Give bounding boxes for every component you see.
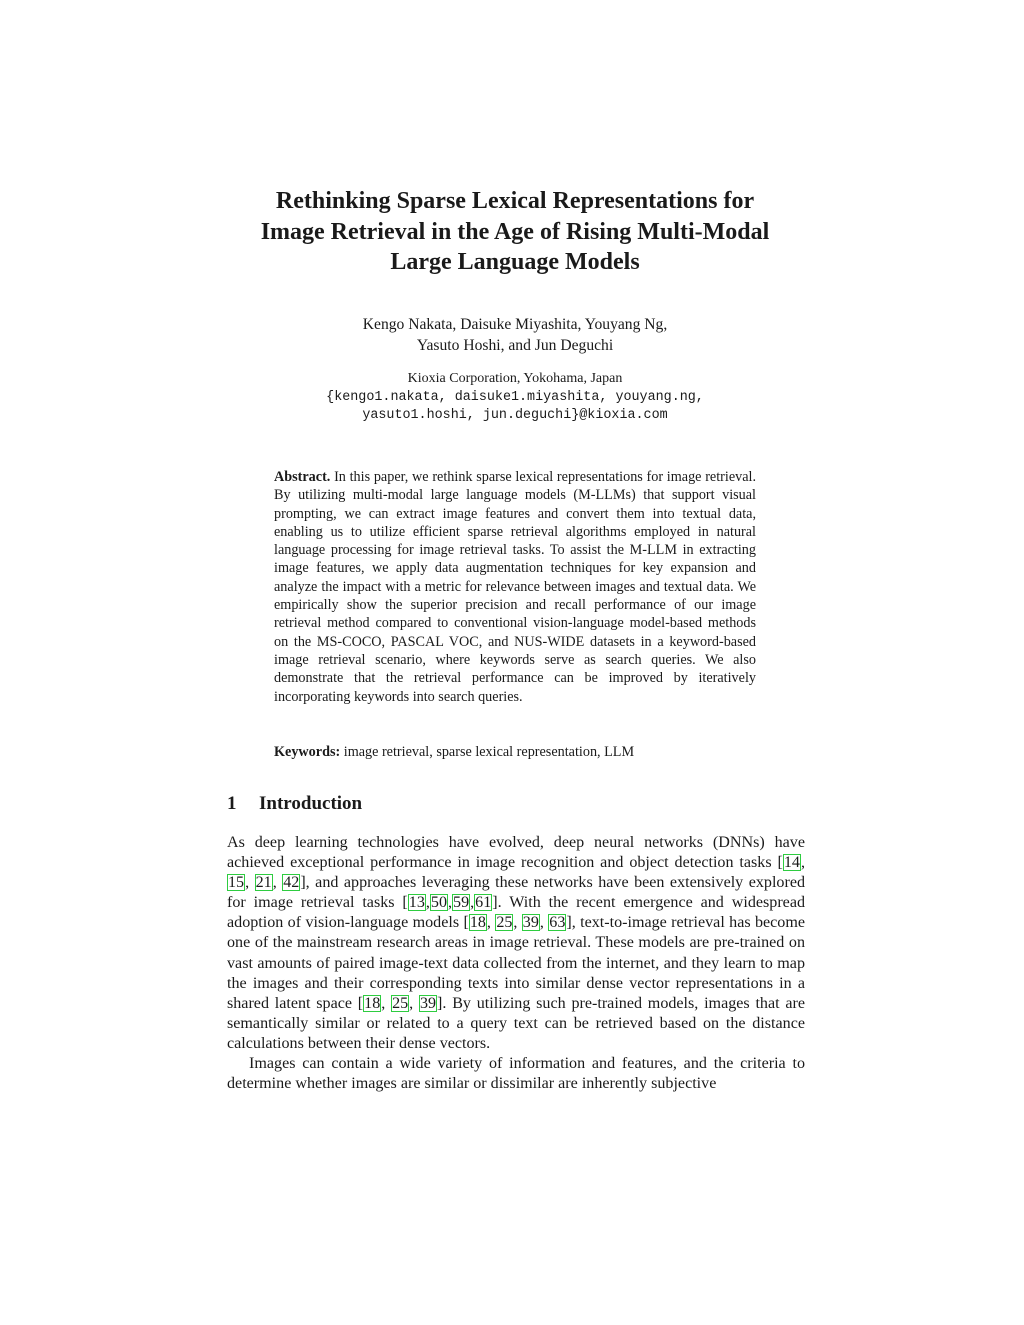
citation-link[interactable]: 13 bbox=[408, 894, 425, 912]
citation-link[interactable]: 15 bbox=[228, 874, 245, 892]
citation-link[interactable]: 59 bbox=[453, 894, 470, 912]
citation-link[interactable]: 21 bbox=[255, 874, 272, 892]
title-line: Large Language Models bbox=[390, 249, 640, 275]
citation-link[interactable]: 18 bbox=[364, 994, 381, 1012]
citation-link[interactable]: 42 bbox=[283, 874, 300, 892]
text-run: ], and approaches leveraging these networks have been extensively explored for image retrieval tasks [ bbox=[227, 874, 806, 912]
author-list bbox=[260, 314, 770, 356]
section-heading bbox=[227, 792, 362, 816]
citation-link[interactable]: 25 bbox=[496, 914, 513, 932]
keywords bbox=[274, 743, 756, 761]
citation-link[interactable]: 63 bbox=[549, 914, 566, 932]
text-run: ], text-to-image retrieval has become one of the mainstream research areas in image retrieval. These models are pre-trained on vast amounts of paired image-text data collected from the internet, and they learn to map the images and their corresponding texts into similar dense vector representations in a shared latent space [ bbox=[227, 914, 806, 1012]
text-run: ]. By utilizing such pre-trained models, images that are semantically similar or related to a query text can be retrieved based on the distance calculations between their dense vectors. bbox=[227, 994, 805, 1052]
author-line: Kengo Nakata, Daisuke Miyashita, Youyang Ng, bbox=[362, 316, 668, 333]
title-line: Image Retrieval in the Age of Rising Multi-Modal bbox=[260, 218, 770, 245]
citation-link[interactable]: 50 bbox=[430, 894, 447, 912]
introduction-body bbox=[227, 833, 805, 1094]
paper-title bbox=[200, 186, 830, 278]
author-emails: {kengo1.nakata, daisuke1.miyashita, youyang.ng, bbox=[326, 389, 704, 405]
paragraph: As deep learning technologies have evolved, deep neural networks (DNNs) have achieved exceptional performance in image recognition and object detection tasks [14, 15, 21, 42], and approaches leveraging these networks have been extensively explored for image retrieval tasks [13,50,59,61]. With the recent emergence and widespread adoption of vision-language models [18, 25, 39, 63], text-to-image retrieval has become one of the mainstream research areas in image retrieval. These models are pre-trained on vast amounts of paired image-text data collected from the internet, and they learn to map the images and their corresponding texts into similar dense vector representations in a shared latent space [18, 25, 39]. By utilizing such pre-trained models, images that are semantically similar or related to a query text can be retrieved based on the distance calculations between their dense vectors. bbox=[227, 834, 806, 1052]
citation-link[interactable]: 18 bbox=[469, 914, 486, 932]
keywords-label: Keywords: bbox=[274, 744, 341, 760]
citation-link[interactable]: 61 bbox=[475, 894, 492, 912]
section-number: 1 bbox=[227, 793, 237, 814]
citation-link[interactable]: 39 bbox=[522, 914, 539, 932]
text-run: ]. With the recent emergence and widespread adoption of vision-language models [ bbox=[227, 894, 806, 932]
citation-link[interactable]: 39 bbox=[419, 994, 437, 1012]
title-line: Rethinking Sparse Lexical Representations for bbox=[275, 188, 755, 214]
keywords-text: image retrieval, sparse lexical representation, LLM bbox=[343, 744, 635, 760]
author-line: Yasuto Hoshi, and Jun Deguchi bbox=[416, 337, 614, 354]
abstract bbox=[274, 468, 756, 706]
affiliation-org: Kioxia Corporation, Yokohama, Japan bbox=[407, 371, 623, 386]
citation-link[interactable]: 25 bbox=[392, 994, 409, 1012]
abstract-text: In this paper, we rethink sparse lexical representations for image retrieval. By utilizing multi-modal large language models (M-LLMs) that support visual prompting, we can extract image features and convert them into textual data, enabling us to utilize efficient sparse retrieval algorithms employed in natural language processing for image retrieval tasks. To assist the M-LLM in extracting image features, we apply data augmentation techniques for key expansion and analyze the impact with a metric for relevance between images and textual data. We empirically show the superior precision and recall performance of our image retrieval method compared to conventional vision-language model-based methods on the MS-COCO, PASCAL VOC, and NUS-WIDE datasets in a keyword-based image retrieval scenario, where keywords serve as search queries. We also demonstrate that the retrieval performance can be improved by iteratively incorporating keywords into search queries. bbox=[274, 469, 756, 705]
affiliation bbox=[260, 370, 770, 426]
paragraph: Images can contain a wide variety of information and features, and the criteria to determine whether images are similar or dissimilar are inherently subjective bbox=[227, 1055, 805, 1093]
section-title: Introduction bbox=[259, 793, 363, 814]
author-emails: yasuto1.hoshi, jun.deguchi}@kioxia.com bbox=[362, 408, 668, 423]
abstract-label: Abstract. bbox=[274, 469, 331, 485]
citation-link[interactable]: 14 bbox=[783, 854, 800, 872]
text-run: As deep learning technologies have evolved, deep neural networks (DNNs) have achieved exceptional performance in image recognition and object detection tasks [ bbox=[227, 834, 805, 872]
